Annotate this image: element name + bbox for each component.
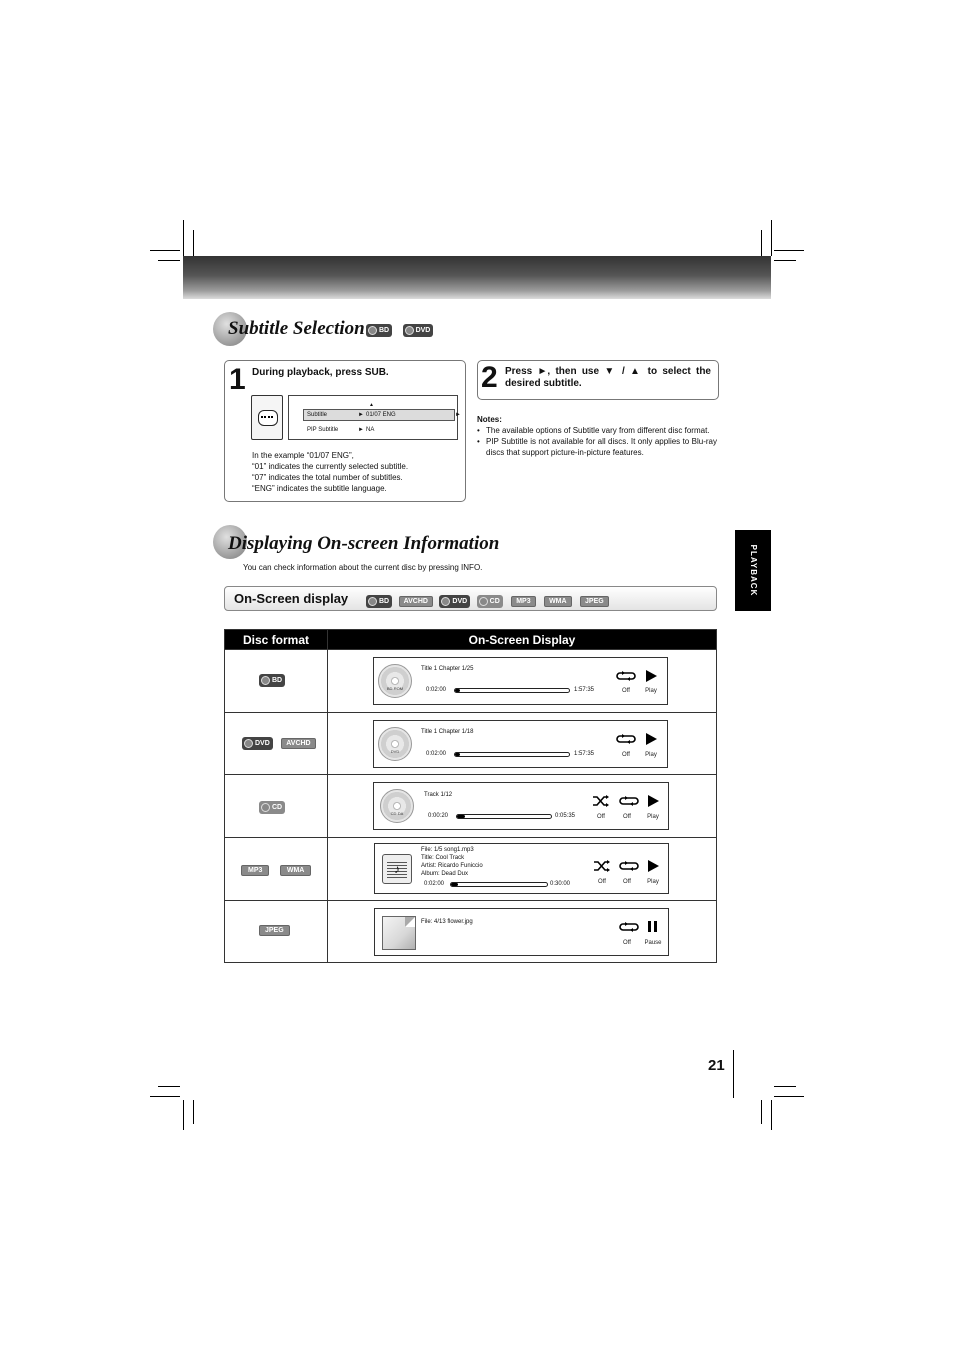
dvd-badge: DVD <box>403 324 434 337</box>
osd-panel-cd <box>373 782 669 830</box>
osd-title: Title 1 Chapter 1/18 <box>421 729 474 735</box>
row5-formats <box>259 922 290 940</box>
example-text <box>252 450 408 494</box>
repeat-label: Off <box>622 688 630 694</box>
progress-fill <box>455 689 460 692</box>
example-line: In the example “01/07 ENG”, <box>252 451 354 460</box>
progress-fill <box>451 883 458 886</box>
side-tab-label: PLAYBACK <box>749 544 758 597</box>
play-icon <box>648 795 659 807</box>
crop-mark <box>193 230 194 256</box>
crop-mark <box>183 1100 184 1130</box>
crop-mark <box>771 1100 772 1130</box>
osd-panel-bd <box>373 657 668 705</box>
section1-badges <box>366 322 433 340</box>
osd-end-time: 0:30:00 <box>550 881 571 887</box>
crop-mark <box>771 220 772 256</box>
disc-icon <box>378 727 412 761</box>
step2-line1: Press ►, then use ▼ / ▲ to select the <box>505 366 711 377</box>
repeat-icon <box>619 921 639 933</box>
example-line: “ENG” indicates the subtitle language. <box>252 484 387 493</box>
crop-mark <box>150 1096 180 1097</box>
progress-bar <box>454 688 570 693</box>
osd-start-time: 0:02:00 <box>424 881 445 887</box>
bd-badge: BD <box>366 324 392 337</box>
menu-row1-label: Subtitle <box>307 412 328 418</box>
osd-file: File: 4/13 flower.jpg <box>421 919 473 925</box>
osd-panel-dvd <box>373 720 668 768</box>
crop-mark <box>183 220 184 256</box>
example-line: “01” indicates the currently selected subtitle. <box>252 462 409 471</box>
osd-start-time: 0:02:00 <box>426 687 447 693</box>
repeat-label: Off <box>623 879 631 885</box>
progress-fill <box>457 815 465 818</box>
bd-badge: BD <box>259 674 285 687</box>
right-arrow-icon: ► <box>358 412 364 418</box>
osd-artist: Artist: Ricardo Funiccio <box>421 863 483 869</box>
disc-label: CD-DA <box>390 811 404 816</box>
shuffle-icon <box>593 860 611 872</box>
repeat-icon <box>619 795 639 807</box>
avchd-badge: AVCHD <box>281 738 315 749</box>
osd-panel-audio <box>374 843 669 894</box>
page-number: 21 <box>708 1057 725 1074</box>
example-line: “07” indicates the total number of subtitles. <box>252 473 403 482</box>
section-title-onscreen: Displaying On-screen Information <box>228 533 500 554</box>
play-label: Play <box>645 752 657 758</box>
disc-label: DVD <box>390 749 400 754</box>
menu-row1-value: 01/07 ENG <box>366 412 396 418</box>
osd-album: Album: Dead Dux <box>421 871 469 877</box>
col-disc-format: Disc format <box>225 630 328 650</box>
crop-mark <box>193 1100 194 1124</box>
music-file-icon: ♪ <box>382 854 412 884</box>
repeat-icon <box>616 670 636 682</box>
crop-mark <box>761 1100 762 1124</box>
menu-row2-value: NA <box>366 427 375 433</box>
step1-heading: During playback, press SUB. <box>252 367 389 378</box>
step2-text <box>505 366 711 390</box>
step1-number: 1 <box>229 363 246 396</box>
row2-formats <box>242 735 316 753</box>
osd-end-time: 0:05:35 <box>555 813 576 819</box>
crop-mark <box>774 250 804 251</box>
mp3-badge: MP3 <box>511 596 535 607</box>
pause-icon <box>648 921 651 932</box>
menu-row2-label: PIP Subtitle <box>307 427 339 433</box>
shuffle-label: Off <box>597 814 605 820</box>
osd-file: File: 1/5 song1.mp3 <box>421 847 474 853</box>
crop-mark <box>761 230 762 256</box>
onscreen-display-title: On-Screen display <box>234 591 349 606</box>
avchd-badge: AVCHD <box>399 596 433 607</box>
osd-song-title: Title: Cool Track <box>421 855 465 861</box>
play-icon <box>646 670 657 682</box>
repeat-label: Off <box>622 752 630 758</box>
jpeg-badge: JPEG <box>580 596 609 607</box>
osd-panel-jpeg <box>374 908 669 956</box>
audio-metadata <box>421 846 483 878</box>
progress-bar <box>450 882 548 887</box>
note-item: • PIP Subtitle is not available for all discs. It only applies to Blu-ray discs that support picture-in-picture features. <box>477 437 717 457</box>
disc-icon <box>380 789 414 823</box>
osd-end-time: 1:57:35 <box>574 751 595 757</box>
play-icon <box>646 733 657 745</box>
subtitle-menu <box>288 395 461 440</box>
cd-badge: CD <box>477 595 503 608</box>
play-label: Play <box>647 814 659 820</box>
onscreen-badges <box>366 593 609 611</box>
progress-bar <box>456 814 552 819</box>
step2-number: 2 <box>481 361 498 394</box>
play-label: Play <box>647 879 659 885</box>
section-title-subtitle: Subtitle Selection <box>228 318 365 339</box>
dvd-badge: DVD <box>439 595 470 608</box>
up-arrow-icon: ▲ <box>369 402 374 408</box>
page-number-rule <box>733 1050 734 1098</box>
wma-badge: WMA <box>280 865 312 876</box>
section2-intro: You can check information about the current disc by pressing INFO. <box>243 563 483 572</box>
play-icon <box>648 860 659 872</box>
pause-label: Pause <box>644 940 662 946</box>
jpeg-badge: JPEG <box>259 925 290 936</box>
shuffle-icon <box>592 795 610 807</box>
mp3-badge: MP3 <box>241 865 269 876</box>
osd-start-time: 0:00:20 <box>428 813 449 819</box>
repeat-icon <box>619 860 639 872</box>
disc-icon <box>378 664 412 698</box>
col-onscreen-display: On-Screen Display <box>328 630 717 650</box>
bd-badge: BD <box>366 595 392 608</box>
side-tab-playback <box>735 530 771 611</box>
osd-title: Track 1/12 <box>424 792 453 798</box>
crop-mark <box>774 260 796 261</box>
row3-formats <box>259 799 285 817</box>
shuffle-label: Off <box>598 879 606 885</box>
play-label: Play <box>645 688 657 694</box>
image-file-icon <box>382 916 416 950</box>
header-bar <box>183 256 771 299</box>
repeat-icon <box>616 733 636 745</box>
step2-line2: desired subtitle. <box>505 378 582 389</box>
row4-formats <box>241 862 311 880</box>
repeat-label: Off <box>623 814 631 820</box>
osd-title: Title 1 Chapter 1/25 <box>421 666 474 672</box>
osd-start-time: 0:02:00 <box>426 751 447 757</box>
crop-mark <box>774 1096 804 1097</box>
notes-heading: Notes: <box>477 415 502 424</box>
crop-mark <box>774 1086 796 1087</box>
cd-badge: CD <box>259 801 285 814</box>
right-arrow-icon: ► <box>455 412 461 418</box>
crop-mark <box>150 250 180 251</box>
osd-end-time: 1:57:35 <box>574 687 595 693</box>
progress-bar <box>454 752 570 757</box>
dvd-badge: DVD <box>242 737 273 750</box>
disc-label: BD-ROM <box>386 686 404 691</box>
wma-badge: WMA <box>544 596 572 607</box>
remote-sub-button-icon <box>251 395 283 440</box>
progress-fill <box>455 753 460 756</box>
crop-mark <box>158 260 180 261</box>
note-item: • The available options of Subtitle vary from different disc format. <box>477 426 710 435</box>
crop-mark <box>158 1086 180 1087</box>
notes <box>477 414 717 458</box>
repeat-label: Off <box>623 940 631 946</box>
row1-formats <box>259 672 285 690</box>
right-arrow-icon: ► <box>358 427 364 433</box>
